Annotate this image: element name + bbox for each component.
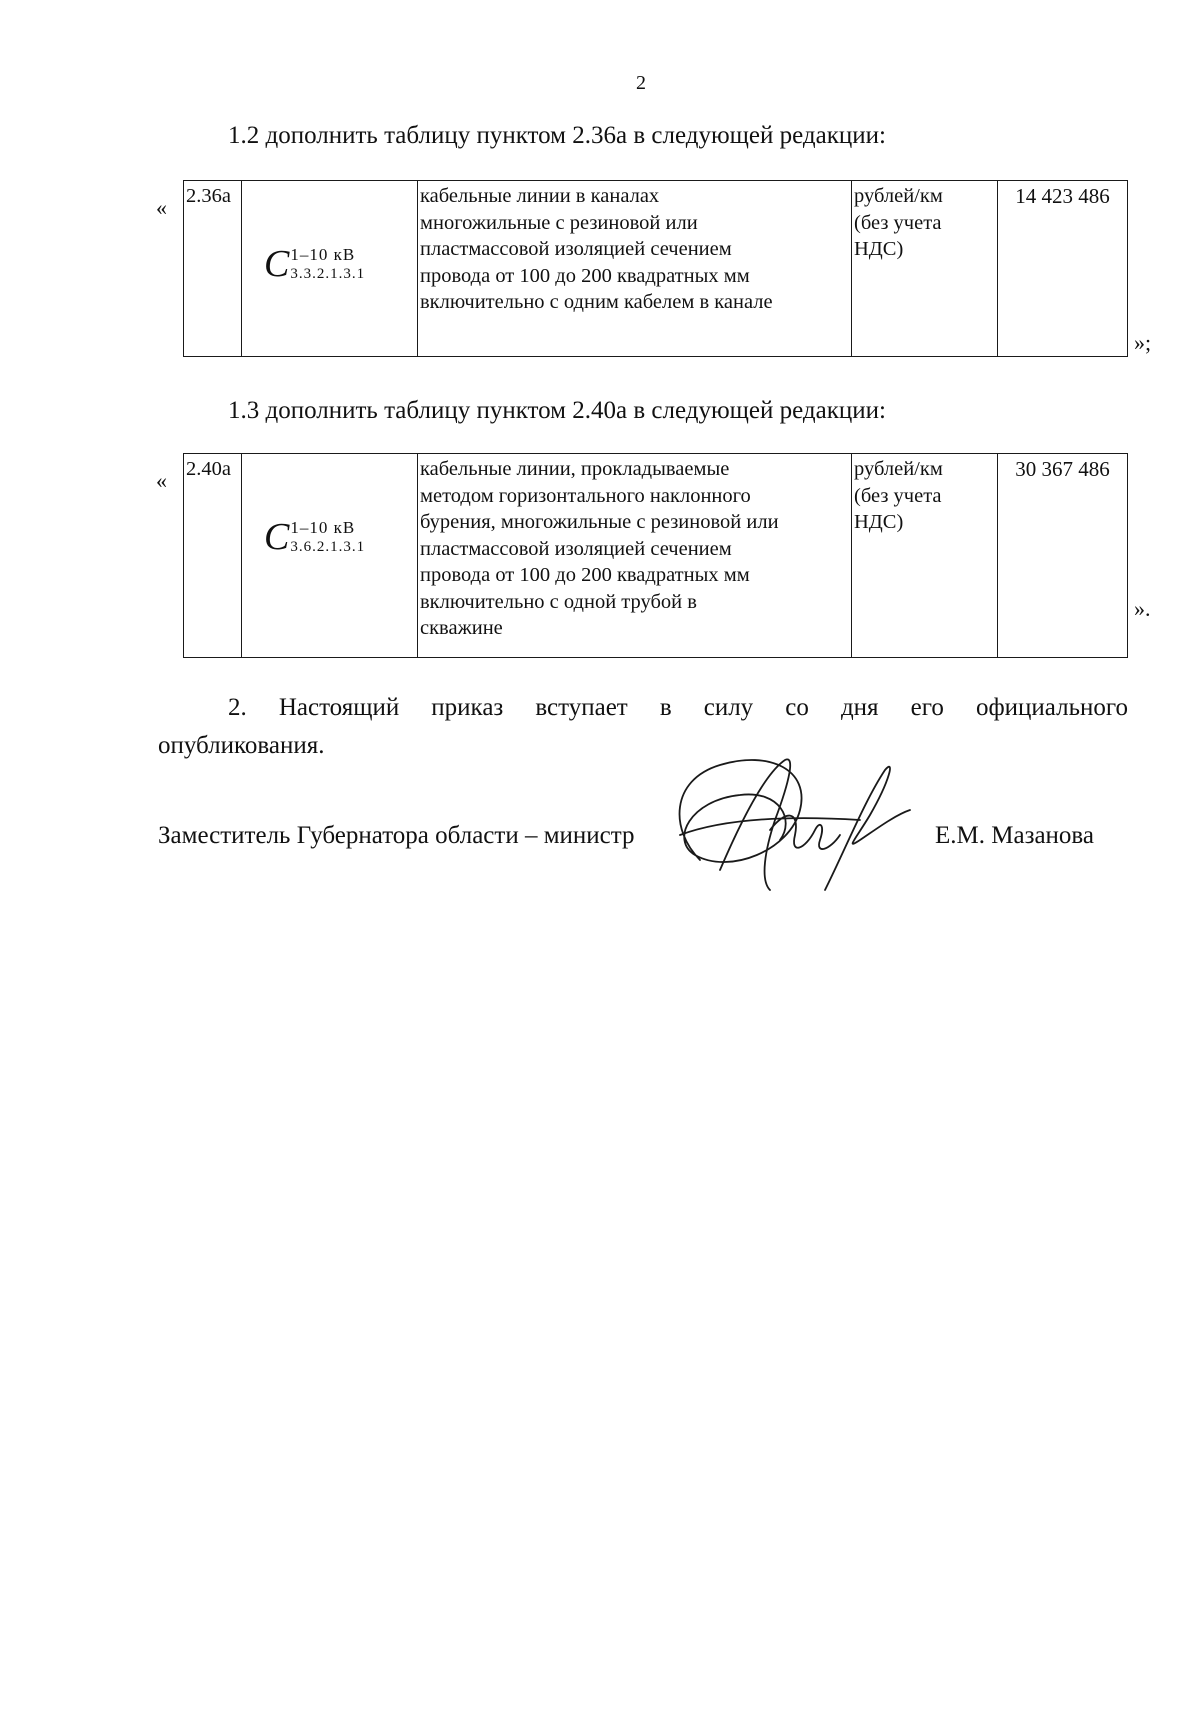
row-value: 14 423 486 — [998, 181, 1128, 357]
item-2-line1: 2. Настоящий приказ вступает в силу со дня его официального — [228, 694, 1128, 721]
formula-subscript: 3.6.2.1.3.1 — [290, 539, 366, 555]
item-1-3-text: 1.3 дополнить таблицу пунктом 2.40а в следующей редакции: — [228, 397, 886, 424]
close-quote: »; — [1134, 330, 1152, 355]
row-formula — [242, 454, 418, 658]
table-item-2-40a — [183, 453, 1128, 658]
row-unit: рублей/км (без учета НДС) — [852, 454, 998, 658]
signatory-name: Е.М. Мазанова — [935, 822, 1094, 849]
item-2-line2: опубликования. — [158, 732, 325, 759]
formula-symbol: C — [264, 516, 290, 558]
close-quote: ». — [1134, 596, 1151, 621]
tariff-formula — [264, 245, 365, 283]
formula-superscript: 1–10 кВ — [290, 245, 356, 264]
row-description: кабельные линии, прокладываемые методом горизонтального наклонного бурения, многожильные с резиновой или пластмассовой изоляцией сечением провода от 100 до 200 квадратных мм включительно с одной трубой в скважине — [418, 454, 852, 658]
tariff-formula — [264, 518, 365, 556]
formula-superscript: 1–10 кВ — [290, 518, 356, 537]
open-quote: « — [156, 195, 167, 220]
item-1-2-text: 1.2 дополнить таблицу пунктом 2.36а в следующей редакции: — [228, 122, 886, 149]
row-description: кабельные линии в каналах многожильные с резиновой или пластмассовой изоляцией сечением провода от 100 до 200 квадратных мм включительно с одним кабелем в канале — [418, 181, 852, 357]
table-row — [184, 181, 1128, 357]
row-code: 2.36а — [184, 181, 242, 357]
row-value: 30 367 486 — [998, 454, 1128, 658]
formula-subscript: 3.3.2.1.3.1 — [290, 266, 366, 282]
handwritten-signature — [660, 740, 920, 910]
row-unit: рублей/км (без учета НДС) — [852, 181, 998, 357]
page-number: 2 — [636, 72, 646, 94]
formula-symbol: C — [264, 243, 290, 285]
table-row — [184, 454, 1128, 658]
row-code: 2.40а — [184, 454, 242, 658]
signatory-position: Заместитель Губернатора области – министр — [158, 822, 635, 849]
row-formula — [242, 181, 418, 357]
table-item-2-36a — [183, 180, 1128, 357]
open-quote: « — [156, 468, 167, 493]
